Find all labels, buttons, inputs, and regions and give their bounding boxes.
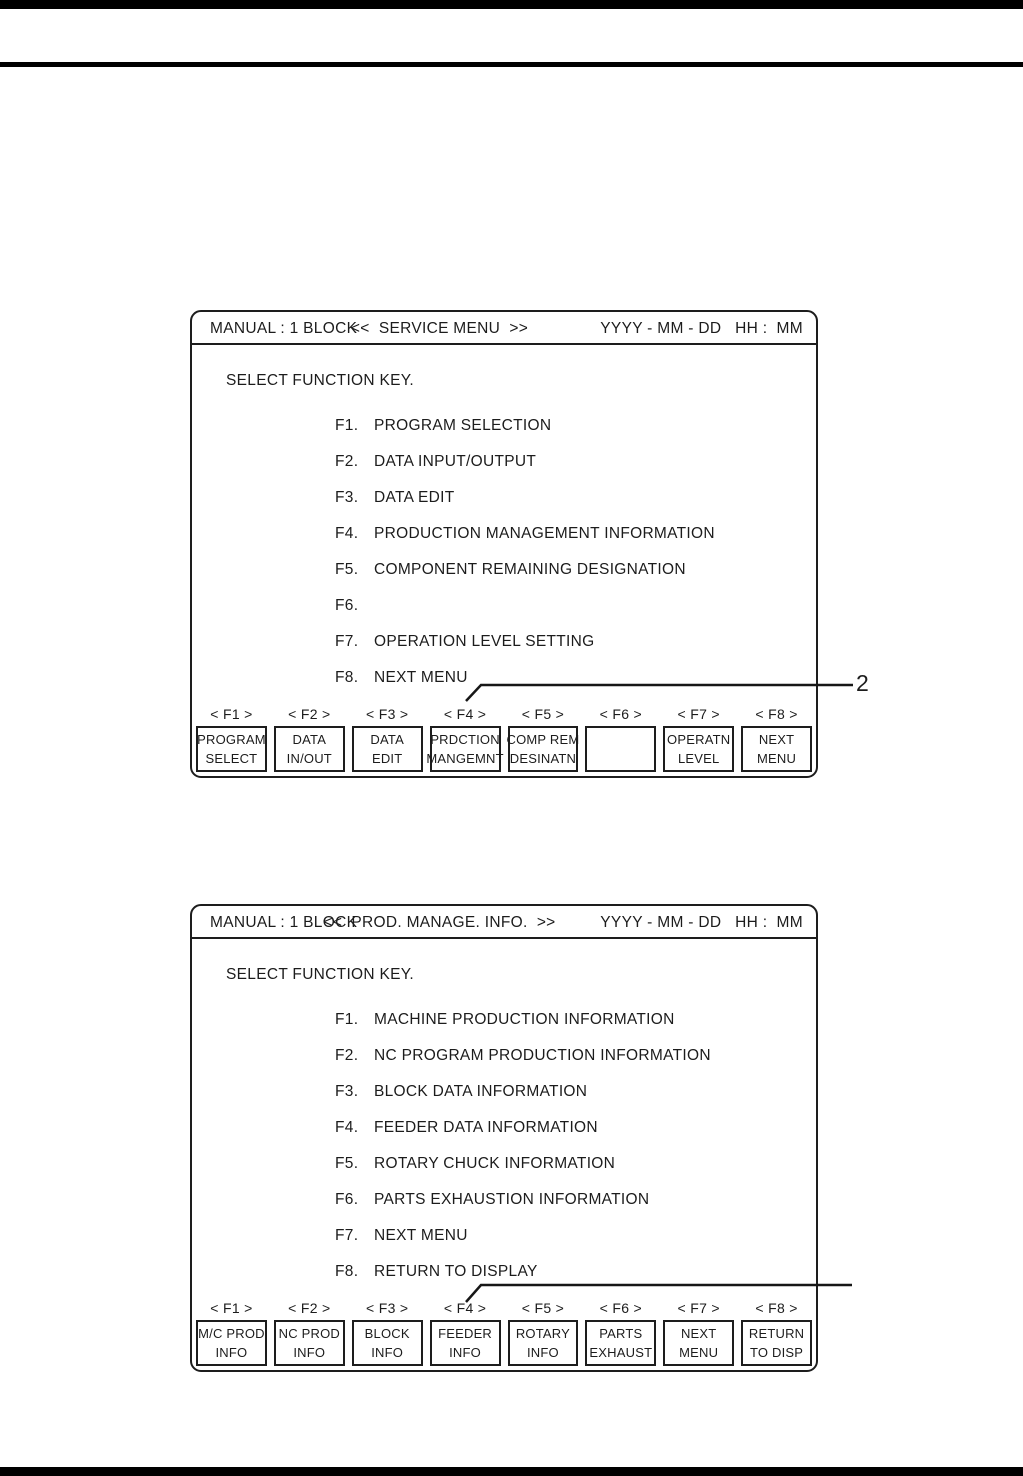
softkey-line: FEEDER — [438, 1326, 493, 1341]
softkey-cap: < F4 > — [443, 706, 487, 722]
menu-item-f6 — [192, 1182, 816, 1218]
softkey-f5 — [508, 705, 579, 772]
header-rule — [0, 62, 1023, 67]
softkey-button-mc-prod-info[interactable] — [196, 1320, 267, 1366]
softkey-line: EDIT — [371, 751, 403, 766]
menu-label: FEEDER DATA INFORMATION — [374, 1119, 598, 1136]
softkey-line: INFO — [527, 1345, 559, 1360]
menu-item-f6 — [192, 588, 816, 624]
softkey-line: INFO — [371, 1345, 404, 1360]
softkey-line: DATA — [370, 732, 404, 747]
menu-item-f5 — [192, 552, 816, 588]
menu-label: OPERATION LEVEL SETTING — [374, 633, 595, 650]
menu-item-f3 — [192, 1074, 816, 1110]
softkey-cap: < F1 > — [210, 1300, 253, 1316]
softkey-cap: < F6 > — [599, 1300, 642, 1316]
softkey-button-rotary-info[interactable] — [508, 1320, 579, 1366]
softkey-line: NC PROD — [278, 1326, 340, 1341]
datetime-display: YYYY - MM - DD HH : MM — [600, 914, 803, 931]
menu-label: PARTS EXHAUSTION INFORMATION — [374, 1191, 650, 1208]
softkey-button-data-inout[interactable] — [274, 726, 345, 772]
menu-item-f2 — [192, 1038, 816, 1074]
menu-item-f7 — [192, 624, 816, 660]
softkey-f8 — [741, 1299, 812, 1366]
softkey-cap: < F7 > — [677, 706, 720, 722]
callout-number-2: 2 — [856, 670, 870, 696]
softkey-line: LEVEL — [677, 751, 720, 766]
softkey-line: MENU — [679, 1345, 719, 1360]
menu-key: F5. — [335, 561, 359, 578]
softkey-line: PROGRAM — [197, 732, 266, 747]
function-menu-list — [192, 1002, 816, 1290]
menu-item-f4 — [192, 1110, 816, 1146]
softkey-line: PRDCTION — [430, 732, 500, 747]
menu-key: F6. — [335, 1191, 359, 1208]
softkey-f7 — [663, 705, 734, 772]
menu-key: F7. — [335, 633, 359, 650]
softkey-line: NEXT — [758, 732, 795, 747]
menu-key: F7. — [335, 1227, 359, 1244]
menu-key: F2. — [335, 453, 359, 470]
menu-item-f4 — [192, 516, 816, 552]
softkey-button-empty[interactable] — [585, 726, 656, 772]
mode-status: MANUAL : 1 BLOCK — [210, 914, 358, 931]
softkey-f3 — [352, 1299, 423, 1366]
softkey-button-production-management[interactable] — [426, 726, 504, 772]
softkey-f8 — [741, 705, 812, 772]
softkey-line: DESINATN — [509, 751, 577, 766]
softkey-cap: < F2 > — [288, 1300, 331, 1316]
softkey-line: OPERATN — [667, 732, 731, 747]
softkey-button-comp-rem-designation[interactable] — [508, 726, 579, 772]
softkey-line: RETURN — [748, 1326, 805, 1341]
softkey-f5 — [508, 1299, 579, 1366]
menu-key: F3. — [335, 1083, 359, 1100]
page-top-edge-bar — [0, 0, 1023, 9]
softkey-f3 — [352, 705, 423, 772]
softkey-line: DATA — [292, 732, 327, 747]
menu-key: F6. — [335, 597, 359, 614]
softkey-line: ROTARY — [515, 1326, 571, 1341]
menu-key: F4. — [335, 525, 359, 542]
screen-header — [192, 906, 816, 939]
menu-key: F8. — [335, 1263, 359, 1280]
menu-item-f8 — [192, 660, 816, 696]
softkey-f6 — [585, 705, 656, 772]
menu-item-f3 — [192, 480, 816, 516]
softkey-button-next-menu[interactable] — [663, 1320, 734, 1366]
prompt-text: SELECT FUNCTION KEY. — [226, 372, 415, 389]
softkey-line: M/C PROD — [198, 1326, 265, 1341]
softkey-cap: < F5 > — [521, 706, 565, 722]
softkey-line: IN/OUT — [286, 751, 332, 766]
menu-label: COMPONENT REMAINING DESIGNATION — [374, 561, 686, 578]
mode-status: MANUAL : 1 BLOCK — [210, 320, 358, 337]
menu-key: F3. — [335, 489, 359, 506]
menu-label: PRODUCTION MANAGEMENT INFORMATION — [374, 525, 715, 542]
softkey-line: EXHAUST — [589, 1345, 653, 1360]
menu-key: F4. — [335, 1119, 359, 1136]
crt-screen-service-menu — [190, 310, 818, 778]
softkey-f7 — [663, 1299, 734, 1366]
softkey-line: COMP REM — [506, 732, 580, 747]
softkey-line: SELECT — [205, 751, 258, 766]
screen-title: << SERVICE MENU >> — [350, 320, 529, 337]
menu-label: NEXT MENU — [374, 1227, 468, 1244]
softkey-button-parts-exhaust[interactable] — [585, 1320, 656, 1366]
menu-label: BLOCK DATA INFORMATION — [374, 1083, 588, 1100]
softkey-cap: < F1 > — [210, 706, 253, 722]
datetime-display: YYYY - MM - DD HH : MM — [600, 320, 803, 337]
softkey-cap: < F3 > — [366, 706, 409, 722]
menu-key: F5. — [335, 1155, 359, 1172]
function-menu-list — [192, 408, 816, 696]
softkey-button-program-select[interactable] — [196, 726, 267, 772]
menu-item-f1 — [192, 408, 816, 444]
softkey-line: INFO — [449, 1345, 481, 1360]
softkey-f2 — [274, 1299, 345, 1366]
softkey-button-next-menu[interactable] — [741, 726, 812, 772]
softkey-row — [196, 1299, 812, 1366]
softkey-button-nc-prod-info[interactable] — [274, 1320, 345, 1366]
menu-key: F8. — [335, 669, 359, 686]
softkey-cap: < F4 > — [443, 1300, 487, 1316]
softkey-row — [196, 705, 812, 772]
menu-item-f7 — [192, 1218, 816, 1254]
softkey-f4 — [426, 705, 504, 772]
softkey-cap: < F8 > — [755, 706, 798, 722]
menu-label: NC PROGRAM PRODUCTION INFORMATION — [374, 1047, 711, 1064]
menu-item-f8 — [192, 1254, 816, 1290]
screen-header — [192, 312, 816, 345]
softkey-f2 — [274, 705, 345, 772]
menu-label: PROGRAM SELECTION — [374, 417, 552, 434]
menu-label: ROTARY CHUCK INFORMATION — [374, 1155, 616, 1172]
softkey-line: BLOCK — [364, 1326, 410, 1341]
softkey-line: MANGEMNT — [426, 751, 504, 766]
page-bottom-edge-bar — [0, 1467, 1023, 1476]
softkey-button-block-info[interactable] — [352, 1320, 423, 1366]
softkey-line: MENU — [757, 751, 797, 766]
menu-label: MACHINE PRODUCTION INFORMATION — [374, 1011, 675, 1028]
crt-screen-prod-manage-info — [190, 904, 818, 1372]
menu-label: DATA EDIT — [374, 489, 455, 506]
softkey-cap: < F2 > — [288, 706, 331, 722]
softkey-f6 — [585, 1299, 656, 1366]
softkey-f1 — [196, 1299, 267, 1366]
prompt-text: SELECT FUNCTION KEY. — [226, 966, 415, 983]
softkey-button-return-to-display[interactable] — [741, 1320, 812, 1366]
softkey-line: TO DISP — [749, 1345, 804, 1360]
menu-key: F1. — [335, 1011, 359, 1028]
menu-label: RETURN TO DISPLAY — [374, 1263, 538, 1280]
softkey-f4 — [430, 1299, 501, 1366]
menu-label: DATA INPUT/OUTPUT — [374, 453, 537, 470]
menu-item-f1 — [192, 1002, 816, 1038]
softkey-cap: < F8 > — [755, 1300, 798, 1316]
softkey-line: NEXT — [680, 1326, 717, 1341]
softkey-cap: < F7 > — [677, 1300, 720, 1316]
softkey-cap: < F6 > — [599, 706, 642, 722]
softkey-f1 — [196, 705, 267, 772]
softkey-button-operation-level[interactable] — [663, 726, 734, 772]
softkey-line: INFO — [293, 1345, 326, 1360]
softkey-cap: < F5 > — [521, 1300, 565, 1316]
softkey-line: INFO — [215, 1345, 248, 1360]
softkey-button-data-edit[interactable] — [352, 726, 423, 772]
menu-key: F1. — [335, 417, 359, 434]
softkey-line: PARTS — [599, 1326, 643, 1341]
menu-label: NEXT MENU — [374, 669, 468, 686]
screen-title: << PROD. MANAGE. INFO. >> — [323, 914, 556, 931]
menu-key: F2. — [335, 1047, 359, 1064]
softkey-button-feeder-info[interactable] — [430, 1320, 501, 1366]
menu-item-f2 — [192, 444, 816, 480]
menu-item-f5 — [192, 1146, 816, 1182]
softkey-cap: < F3 > — [366, 1300, 409, 1316]
